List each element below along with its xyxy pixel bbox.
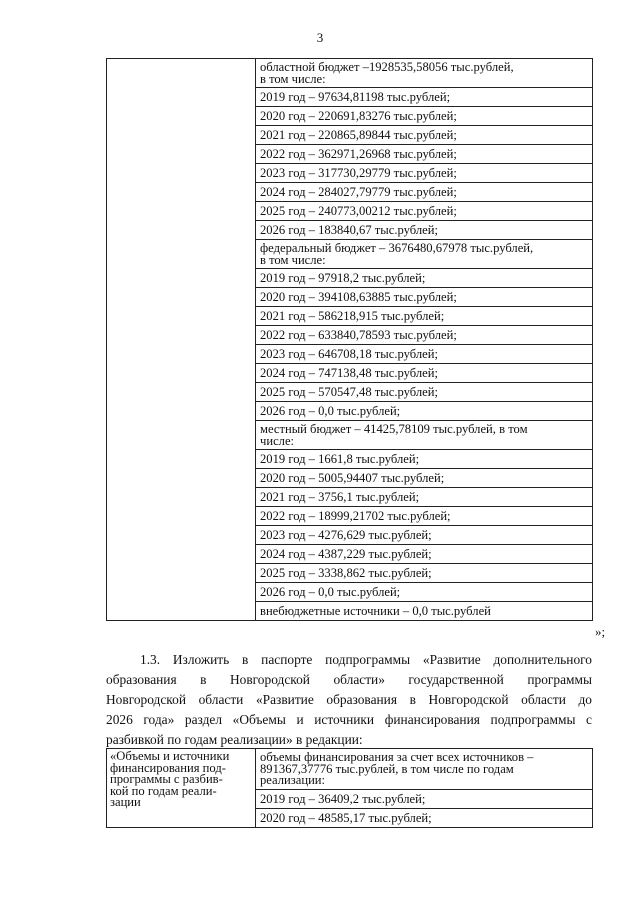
passport-title-line: кой по годам реали- — [110, 783, 217, 798]
budget-line-text: числе: — [260, 433, 295, 448]
budget-line — [256, 345, 592, 364]
budget-line-text: 2024 год – 4387,229 тыс.рублей; — [260, 547, 432, 561]
budget-table — [106, 58, 593, 621]
page-number: 3 — [316, 30, 324, 45]
budget-line-text: 2020 год – 394108,63885 тыс.рублей; — [260, 290, 457, 304]
paragraph-line: 2026 года» раздел «Объемы и источники финансирования подпрограммы с — [106, 712, 592, 727]
budget-line-text: 2020 год – 220691,83276 тыс.рублей; — [260, 109, 457, 123]
passport-title-line: «Объемы и источники — [110, 749, 230, 763]
budget-line — [256, 507, 592, 526]
budget-line — [256, 450, 592, 469]
budget-line-text: 2021 год – 220865,89844 тыс.рублей; — [260, 128, 457, 142]
budget-line-text: 2024 год – 284027,79779 тыс.рублей; — [260, 185, 457, 199]
passport-title-line: зации — [110, 795, 141, 809]
budget-line-text: 2022 год – 633840,78593 тыс.рублей; — [260, 328, 457, 342]
passport-table — [106, 748, 593, 828]
budget-line — [256, 88, 592, 107]
passport-section-title — [107, 749, 255, 811]
budget-line-text: 2021 год – 586218,915 тыс.рублей; — [260, 309, 445, 323]
budget-line-text: 2019 год – 1661,8 тыс.рублей; — [260, 452, 420, 466]
passport-line — [256, 809, 592, 827]
budget-line-text: 2022 год – 18999,21702 тыс.рублей; — [260, 509, 451, 523]
budget-line — [256, 126, 592, 145]
passport-table-left-cell — [107, 749, 256, 828]
budget-line-text: 2025 год – 3338,862 тыс.рублей; — [260, 566, 432, 580]
budget-line — [256, 545, 592, 564]
budget-line — [256, 364, 592, 383]
budget-table-left-cell — [107, 59, 256, 621]
paragraph-line: образования в Новгородской области» государственной программы — [106, 672, 592, 687]
budget-line — [256, 202, 592, 221]
budget-line — [256, 183, 592, 202]
budget-line-text: 2023 год – 646708,18 тыс.рублей; — [260, 347, 438, 361]
passport-line-text: объемы финансирования за счет всех источников – — [260, 750, 534, 764]
budget-line-text: 2026 год – 0,0 тыс.рублей; — [260, 404, 401, 418]
budget-line — [256, 326, 592, 345]
budget-line-text: 2024 год – 747138,48 тыс.рублей; — [260, 366, 438, 380]
passport-line-text: 2020 год – 48585,17 тыс.рублей; — [260, 810, 432, 825]
budget-line — [256, 145, 592, 164]
budget-line — [256, 526, 592, 545]
budget-line-text: 2019 год – 97634,81198 тыс.рублей; — [260, 90, 451, 104]
budget-line-text: 2026 год – 0,0 тыс.рублей; — [260, 585, 401, 599]
budget-line — [256, 59, 592, 88]
budget-line — [256, 602, 592, 620]
budget-line — [256, 564, 592, 583]
paragraph-line: разбивкой по годам реализации» в редакции: — [106, 732, 363, 747]
budget-line — [256, 240, 592, 269]
passport-line-text: 891367,37776 тыс.рублей, в том числе по годам — [260, 761, 514, 776]
paragraph-line: 1.3. Изложить в паспорте подпрограммы «Развитие дополнительного — [140, 652, 592, 667]
budget-line-text: местный бюджет – 41425,78109 тыс.рублей, в том — [260, 422, 528, 436]
passport-line-text: реализации: — [260, 773, 326, 787]
budget-line — [256, 107, 592, 126]
budget-line — [256, 288, 592, 307]
budget-line-text: 2025 год – 570547,48 тыс.рублей; — [260, 385, 438, 399]
passport-line-text: 2019 год – 36409,2 тыс.рублей; — [260, 791, 426, 806]
budget-line — [256, 269, 592, 288]
budget-line — [256, 221, 592, 240]
budget-table-right-cell — [256, 59, 593, 621]
budget-line — [256, 421, 592, 450]
budget-line — [256, 383, 592, 402]
budget-line-text: внебюджетные источники – 0,0 тыс.рублей — [260, 604, 491, 618]
budget-line-text: 2021 год – 3756,1 тыс.рублей; — [260, 490, 420, 504]
budget-line-text: 2026 год – 183840,67 тыс.рублей; — [260, 223, 438, 237]
passport-title-line: программы с разбив- — [110, 772, 223, 786]
passport-table-right-cell — [256, 749, 593, 828]
passport-line — [256, 790, 592, 809]
budget-line — [256, 402, 592, 421]
passport-title-line: финансирования под- — [110, 760, 226, 775]
budget-line-text: федеральный бюджет – 3676480,67978 тыс.рублей, — [260, 241, 534, 255]
budget-line-text: 2020 год – 5005,94407 тыс.рублей; — [260, 471, 445, 485]
budget-line-text: 2019 год – 97918,2 тыс.рублей; — [260, 271, 426, 285]
budget-line-text: областной бюджет –1928535,58056 тыс.рублей, — [260, 60, 514, 74]
passport-line — [256, 749, 592, 790]
budget-line — [256, 583, 592, 602]
budget-line-text: 2022 год – 362971,26968 тыс.рублей; — [260, 147, 457, 161]
budget-line — [256, 469, 592, 488]
budget-line-text: 2023 год – 317730,29779 тыс.рублей; — [260, 166, 457, 180]
budget-line-text: 2023 год – 4276,629 тыс.рублей; — [260, 528, 432, 542]
budget-line-text: в том числе: — [260, 71, 326, 86]
budget-line-text: в том числе: — [260, 252, 326, 267]
budget-line — [256, 164, 592, 183]
budget-line — [256, 488, 592, 507]
budget-line-text: 2025 год – 240773,00212 тыс.рублей; — [260, 204, 457, 218]
paragraph-line: Новгородской области «Развитие образования в Новгородской области до — [106, 692, 592, 707]
amendment-paragraph — [106, 650, 592, 750]
closing-quote: »; — [595, 624, 606, 639]
budget-line — [256, 307, 592, 326]
